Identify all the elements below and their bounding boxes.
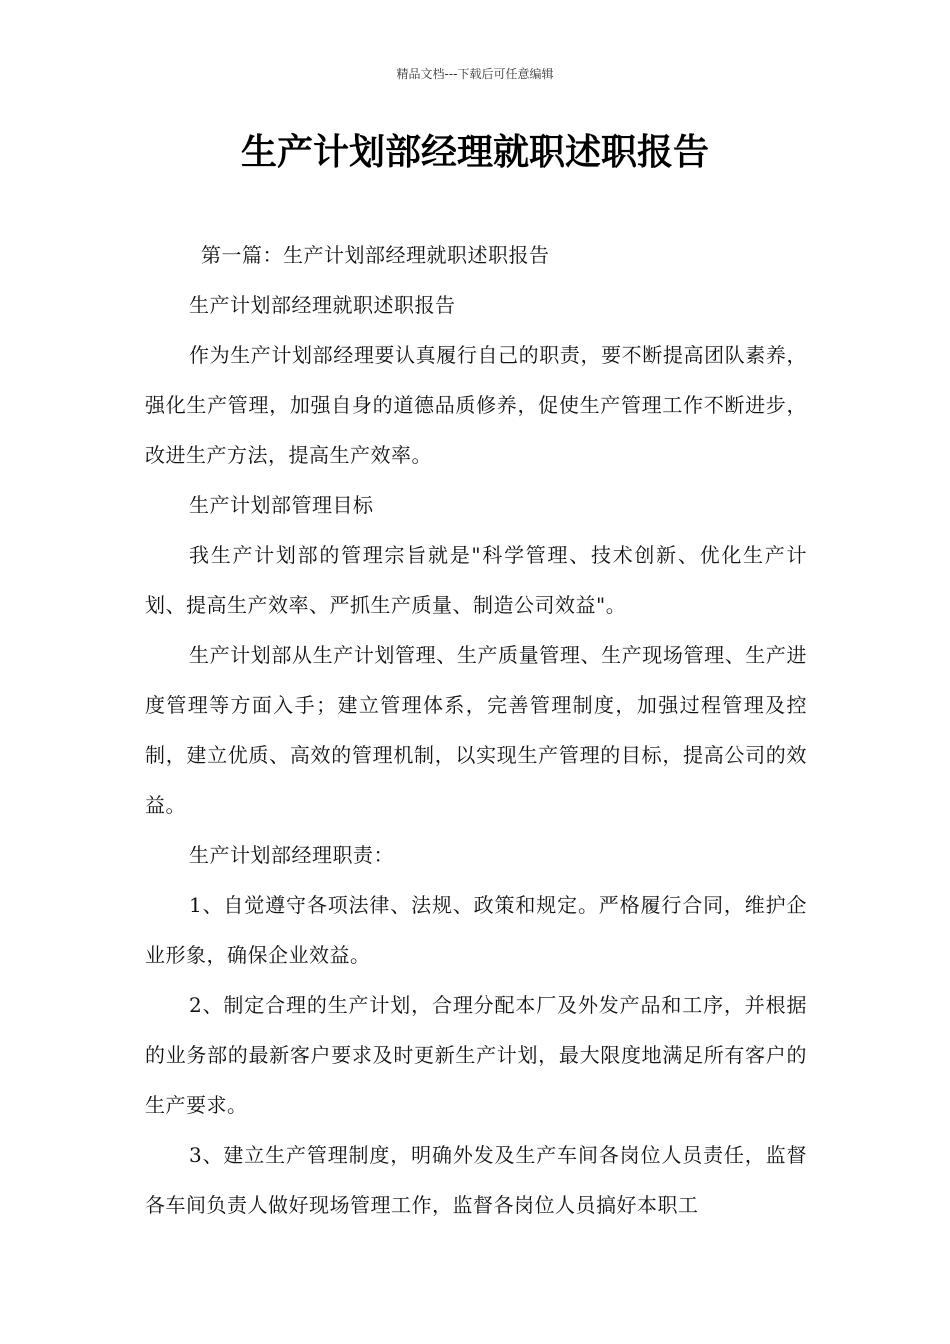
page-title: 生产计划部经理就职述职报告 bbox=[240, 132, 709, 173]
section-heading: 生产计划部经理职责： bbox=[189, 843, 394, 867]
body-paragraph: 生产计划部从生产计划管理、生产质量管理、生产现场管理、生产进度管理等方面入手；建立管理体系，完善管理制度，加强过程管理及控制，建立优质、高效的管理机制，以实现生产管理的目标，提高公司的效益。 bbox=[145, 643, 807, 817]
list-item: 2、制定合理的生产计划，合理分配本厂及外发产品和工序，并根据的业务部的最新客户要求及时更新生产计划，最大限度地满足所有客户的生产要求。 bbox=[145, 993, 807, 1117]
body-paragraph: 作为生产计划部经理要认真履行自己的职责，要不断提高团队素养，强化生产管理，加强自身的道德品质修养，促使生产管理工作不断进步，改进生产方法，提高生产效率。 bbox=[145, 343, 807, 467]
list-item: 1、自觉遵守各项法律、法规、政策和规定。严格履行合同，维护企业形象，确保企业效益。 bbox=[145, 893, 807, 967]
body-paragraph: 我生产计划部的管理宗旨就是"科学管理、技术创新、优化生产计划、提高生产效率、严抓生产质量、制造公司效益"。 bbox=[145, 543, 807, 617]
list-item: 3、建立生产管理制度，明确外发及生产车间各岗位人员责任，监督各车间负责人做好现场管理工作，监督各岗位人员搞好本职工 bbox=[145, 1143, 807, 1217]
chapter-heading: 第一篇：生产计划部经理就职述职报告 bbox=[201, 243, 550, 267]
document-body bbox=[145, 230, 807, 1230]
section-heading: 生产计划部管理目标 bbox=[189, 493, 374, 517]
section-heading: 生产计划部经理就职述职报告 bbox=[189, 293, 456, 317]
header-note: 精品文档---下载后可任意编辑 bbox=[396, 67, 554, 81]
